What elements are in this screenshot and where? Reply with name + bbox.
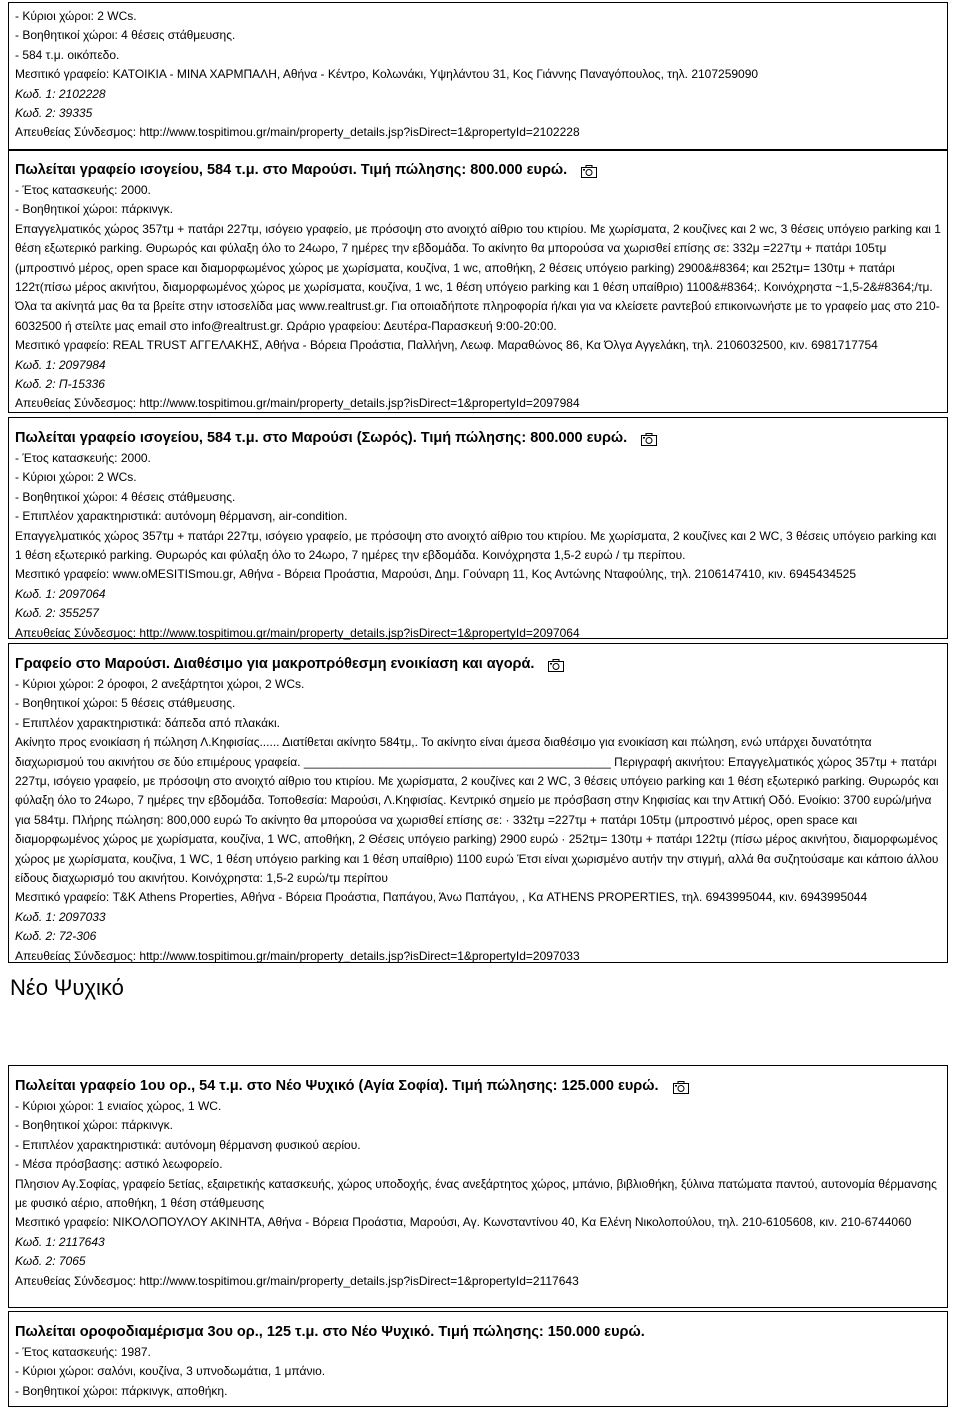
code-1: Κωδ. 1: 2102228: [15, 86, 106, 101]
direct-link[interactable]: Απευθείας Σύνδεσμος: http://www.tospitimou.gr/main/property_details.jsp?isDirect=1&propertyId=2117643: [15, 1273, 579, 1288]
listing-title[interactable]: [15, 654, 941, 675]
feature-line: - Επιπλέον χαρακτηριστικά: αυτόνομη θέρμανση, air-condition.: [15, 509, 348, 524]
feature-line: - Έτος κατασκευής: 2000.: [15, 183, 151, 197]
direct-link[interactable]: Απευθείας Σύνδεσμος: http://www.tospitimou.gr/main/property_details.jsp?isDirect=1&propertyId=2097984: [15, 396, 580, 411]
feature-line: - Έτος κατασκευής: 1987.: [15, 1345, 151, 1359]
agency-line: Μεσιτικό γραφείο: ΚΑΤΟΙΚΙΑ - ΜΙΝΑ ΧΑΡΜΠΑΛΗ, Αθήνα - Κέντρο, Κολωνάκι, Υψηλάντου 31, Κος Γιάννης Παναγόπουλος, τηλ. 2107259090: [15, 67, 759, 82]
listing-block: [8, 643, 948, 963]
feature-line: - Βοηθητικοί χώροι: 5 θέσεις στάθμευσης.: [15, 696, 236, 711]
listing-title-text[interactable]: Γραφείο στο Μαρούσι. Διαθέσιμο για μακροπρόθεσμη ενοικίαση και αγορά.: [15, 656, 535, 672]
listing-title-text[interactable]: Πωλείται οροφοδιαμέρισμα 3ου ορ., 125 τ.μ. στο Νέο Ψυχικό. Τιμή πώλησης: 150.000 ευρώ.: [15, 1324, 645, 1340]
direct-link[interactable]: Απευθείας Σύνδεσμος: http://www.tospitimou.gr/main/property_details.jsp?isDirect=1&propertyId=2097033: [15, 948, 580, 963]
description: Ακίνητο προς ενοικίαση ή πώληση Λ.Κηφισίας...... Διατίθεται ακίνητο 584τμ,. Το ακίνητο είναι άμεσα διαθέσιμο για ενοικίαση και πώληση, ενώ υπάρχει δυνατότητα διαχωρισμού του ακινήτου σε δύο επιμέρους γραφεία. ______________________________________________ Περιγραφή ακινήτου: Επαγγελματικός χώρος 357τμ + πατάρι 227τμ, ισόγειο γραφείο, με πρόσοψη στο ανοιχτό αίθριο του κτιρίου. Με χωρίσματα, 2 κουζίνες και 2 WC, 3 θέσεις υπόγειο parking και 1 θέση εξωτερικό parking. Θυρωρός και φύλαξη όλο το 24ωρο, 7 ημέρες την εβδομάδα. Τοποθεσία: Μαρούσι, Λ.Κηφισίας. Κεντρικό σημείο με πρόσβαση στην Κηφισίας και την Αττική Οδό. Ενοίκιο: 3700 ευρώ/μήνα για 584τμ. Πλήρης πώληση: 800,000 ευρώ Το ακίνητο θα μπορούσα να χωρισθεί επίσης σε: · 332τμ =227τμ + πατάρι 105τμ (μπροστινό μέρος, open space και διαμορφωμένος χώρος με χωρίσματα, κουζίνα, 1 WC, αποθήκη, 2 Θέσεις υπόγειο parking) 2900 ευρώ · 252τμ= 130τμ + πατάρι 122τμ (πίσω μέρος ακινήτου, διαμορφωμένος χώρος με χωρίσματα, κουζίνα, 1 WC, 1 θέση υπόγειο parking και 1 θέση υπαίθριο) 1100 ευρώ Έτσι είναι χωρισμένο αυτήν την στιγμή, αλλά θα συζητούσαμε και κάποιο άλλου είδους διαχωρισμό του ακινήτου. Κοινόχρηστα: 1,5-2 ευρώ/τμ περίπου: [15, 735, 939, 886]
listing-title-text[interactable]: Πωλείται γραφείο ισογείου, 584 τ.μ. στο Μαρούσι. Τιμή πώλησης: 800.000 ευρώ.: [15, 162, 568, 178]
feature-line: - 584 τ.μ. οικόπεδο.: [15, 47, 120, 62]
feature-line: - Κύριοι χώροι: 2 WCs.: [15, 9, 137, 23]
feature-line: - Έτος κατασκευής: 2000.: [15, 451, 151, 465]
feature-line: - Κύριοι χώροι: 2 όροφοι, 2 ανεξάρτητοι χώροι, 2 WCs.: [15, 677, 305, 691]
description: Επαγγελματικός χώρος 357τμ + πατάρι 227τμ, ισόγειο γραφείο, με πρόσοψη στο ανοιχτό αίθριο του κτιρίου. Με χωρίσματα, 2 κουζίνες και 2 WC, 3 θέσεις υπόγειο parking και 1 θέση εξωτερικό parking. Θυρωρός και φύλαξη όλο το 24ωρο, 7 ημέρες την εβδομάδα. Κοινόχρηστα 1,5-2 ευρώ / τμ περίπου.: [15, 528, 937, 563]
photo-icon[interactable]: [673, 1080, 689, 1093]
feature-line: - Βοηθητικοί χώροι: πάρκινγκ.: [15, 202, 174, 217]
listing-title[interactable]: [15, 160, 941, 181]
code-1: Κωδ. 1: 2097984: [15, 357, 106, 372]
direct-link[interactable]: Απευθείας Σύνδεσμος: http://www.tospitimou.gr/main/property_details.jsp?isDirect=1&propertyId=2102228: [15, 125, 580, 140]
agency-line: Μεσιτικό γραφείο: www.oMESITISmou.gr, Αθήνα - Βόρεια Προάστια, Μαρούσι, Δημ. Γούναρη 11, Κος Αντώνης Νταφούλης, τηλ. 2106147410, κιν. 6945434525: [15, 567, 857, 582]
agency-line: Μεσιτικό γραφείο: T&K Athens Properties, Αθήνα - Βόρεια Προάστια, Παπάγου, Άνω Παπάγου, , Κα ATHENS PROPERTIES, τηλ. 6943995044, κιν. 6943995044: [15, 890, 868, 905]
code-2: Κωδ. 2: 39335: [15, 106, 93, 121]
photo-icon[interactable]: [548, 658, 564, 671]
code-2: Κωδ. 2: 7065: [15, 1254, 86, 1269]
section-heading: Νέο Ψυχικό: [10, 975, 124, 1000]
listing-title[interactable]: [15, 1076, 941, 1097]
feature-line: - Κύριοι χώροι: 2 WCs.: [15, 470, 137, 485]
listing-title[interactable]: [15, 1322, 941, 1343]
code-2: Κωδ. 2: 72-306: [15, 929, 97, 944]
photo-icon[interactable]: [641, 432, 657, 445]
feature-line: - Επιπλέον χαρακτηριστικά: δάπεδα από πλακάκι.: [15, 715, 281, 730]
feature-line: - Βοηθητικοί χώροι: πάρκινγκ.: [15, 1118, 174, 1133]
feature-line: - Κύριοι χώροι: σαλόνι, κουζίνα, 3 υπνοδωμάτια, 1 μπάνιο.: [15, 1364, 326, 1379]
feature-line: - Μέσα πρόσβασης: αστικό λεωφορείο.: [15, 1157, 223, 1172]
agency-line: Μεσιτικό γραφείο: ΝΙΚΟΛΟΠΟΥΛΟΥ ΑΚΙΝΗΤΑ, Αθήνα - Βόρεια Προάστια, Μαρούσι, Αγ. Κωνσταντίνου 40, Κα Ελένη Νικολοπούλου, τηλ. 210-6105608, κιν. 210-6744060: [15, 1215, 912, 1230]
listing-block: [8, 2, 948, 151]
photo-icon[interactable]: [581, 164, 597, 177]
listing-block: [8, 1311, 948, 1407]
listing-title[interactable]: [15, 428, 941, 449]
agency-line: Μεσιτικό γραφείο: REAL TRUST ΑΓΓΕΛΑΚΗΣ, Αθήνα - Βόρεια Προάστια, Παλλήνη, Λεωφ. Μαραθώνος 86, Κα Όλγα Αγγελάκη, τηλ. 2106032500, κιν. 6981717754: [15, 338, 878, 353]
feature-line: - Κύριοι χώροι: 1 ενιαίος χώρος, 1 WC.: [15, 1099, 222, 1113]
code-2: Κωδ. 2: Π-15336: [15, 377, 105, 392]
code-1: Κωδ. 1: 2117643: [15, 1234, 105, 1249]
feature-line: - Επιπλέον χαρακτηριστικά: αυτόνομη θέρμανση φυσικού αερίου.: [15, 1137, 361, 1152]
listing-block: [8, 417, 948, 639]
direct-link[interactable]: Απευθείας Σύνδεσμος: http://www.tospitimou.gr/main/property_details.jsp?isDirect=1&propertyId=2097064: [15, 625, 580, 640]
listing-block: [8, 149, 948, 413]
code-1: Κωδ. 1: 2097064: [15, 586, 106, 601]
description: Επαγγελματικός χώρος 357τμ + πατάρι 227τμ, ισόγειο γραφείο, με πρόσοψη στο ανοιχτό αίθριο του κτιρίου. Με χωρίσματα, 2 κουζίνες και 2 wc, 3 θέσεις υπόγειο parking και 1 θέση εξωτερικό parking. Θυρωρός και φύλαξη όλο το 24ωρο, 7 ημέρες την εβδομάδα. Το ακίνητο θα μπορούσα να χωρισθεί επίσης σε: 332μ =227τμ + πατάρι 105τμ (μπροστινό μέρος, open space και διαμορφωμένος χώρος με χωρίσματα, κουζίνα, 1 wc, αποθήκη, 2 θέσεις υπόγειο parking) 2900&#8364; και 252τμ= 130τμ + πατάρι 122τ(πίσω μέρος ακινήτου, διαμορφωμένος χώρος με χωρίσματα, κουζίνα, 1 wc, 1 θέση υπόγειο parking και 1 θέση υπαίθριο) 1100&#8364;. Κοινόχρηστα ~1,5-2&#8364;/τμ. Όλα τα ακίνητά μας θα τα βρείτε στην ιστοσελίδα μας www.realtrust.gr. Για οποιαδήποτε πληροφορία ή/και για να κλείσετε ραντεβού επικοινωνήστε με το γραφείο μας στο 210-6032500 ή στείλτε μας email στο info@realtrust.gr. Ωράριο γραφείου: Δευτέρα-Παρασκευή 9:00-20:00.: [15, 221, 941, 333]
description: Πλησιον Αγ.Σοφίας, γραφείο 5ετίας, εξαιρετικής κατασκευής, χώρος υποδοχής, ένας ανεξάρτητος χώρος, μπάνιο, βιβλιοθήκη, ξύλινα πατώματα παντού, αυτονομία θέρμανσης με φυσικό αέριο, αποθήκη, 1 θέση στάθμευσης: [15, 1176, 937, 1211]
code-1: Κωδ. 1: 2097033: [15, 909, 106, 924]
feature-line: - Βοηθητικοί χώροι: 4 θέσεις στάθμευσης.: [15, 28, 236, 43]
listing-title-text[interactable]: Πωλείται γραφείο ισογείου, 584 τ.μ. στο Μαρούσι (Σωρός). Τιμή πώλησης: 800.000 ευρώ.: [15, 430, 628, 446]
listing-title-text[interactable]: Πωλείται γραφείο 1ου ορ., 54 τ.μ. στο Νέο Ψυχικό (Αγία Σοφία). Τιμή πώλησης: 125.000 ευρώ.: [15, 1078, 659, 1094]
feature-line: - Βοηθητικοί χώροι: 4 θέσεις στάθμευσης.: [15, 489, 236, 504]
listing-block: [8, 1065, 948, 1308]
code-2: Κωδ. 2: 355257: [15, 606, 99, 621]
feature-line: - Βοηθητικοί χώροι: πάρκινγκ, αποθήκη.: [15, 1383, 228, 1398]
